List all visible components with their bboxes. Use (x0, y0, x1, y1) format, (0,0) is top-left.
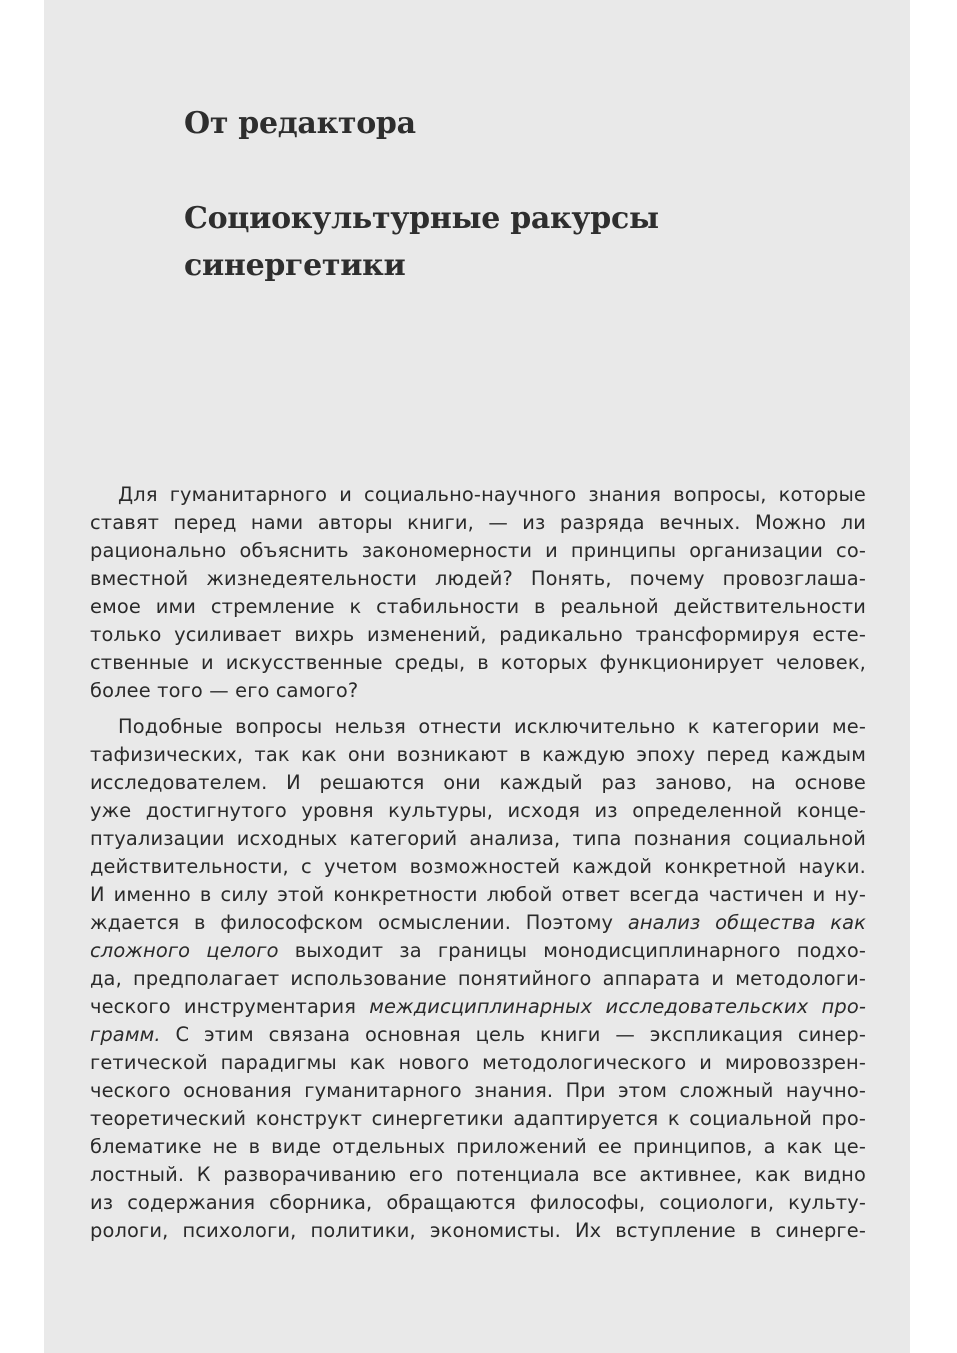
article-title-line-2: синергетики (184, 248, 406, 283)
emphasis-text: грамм. (90, 1023, 161, 1046)
section-heading: От редактора (184, 106, 416, 141)
text-run: ждается в философском осмыслении. Поэтому (90, 911, 628, 934)
text-line: только усиливает вихрь изменений, радикально трансформируя есте- (90, 623, 866, 646)
text-line: ческого основания гуманитарного знания. При этом сложный научно- (90, 1079, 866, 1102)
text-run: ческого инструментария (90, 995, 370, 1018)
article-title-line-1: Социокультурные ракурсы (184, 201, 659, 236)
text-line (90, 993, 866, 1021)
text-line: теоретический конструкт синергетики адаптируется к социальной про- (90, 1107, 866, 1130)
text-line: исследователем. И решаются они каждый раз заново, на основе (90, 771, 866, 794)
text-line: емое ими стремление к стабильности в реальной действительности (90, 595, 866, 618)
text-line: Подобные вопросы нельзя отнести исключительно к категории ме- (118, 715, 866, 738)
text-run: выходит за границы монодисциплинарного подхо- (278, 939, 866, 962)
text-line: Для гуманитарного и социально-научного знания вопросы, которые (118, 483, 866, 506)
text-line: тафизических, так как они возникают в каждую эпоху перед каждым (90, 743, 866, 766)
text-line: да, предполагает использование понятийного аппарата и методологи- (90, 967, 866, 990)
text-line: лостный. К разворачиванию его потенциала все активнее, как видно (90, 1163, 866, 1186)
text-line: рологи, психологи, политики, экономисты. Их вступление в синерге- (90, 1219, 866, 1242)
emphasis-text: анализ общества как (627, 911, 867, 934)
text-line: действительности, с учетом возможностей каждой конкретной науки. (90, 855, 866, 878)
text-line: блематике не в виде отдельных приложений ее принципов, а как це- (90, 1135, 866, 1158)
emphasis-text: междисциплинарных исследовательских про- (369, 995, 866, 1018)
text-run: С этим связана основная цель книги — экспликация синер- (160, 1023, 866, 1046)
paragraph-2 (90, 713, 866, 1245)
text-line: гетической парадигмы как нового методологического и мировоззрен- (90, 1051, 866, 1074)
text-line: более того — его самого? (90, 679, 359, 702)
article-body (90, 481, 866, 1245)
text-line: И именно в силу этой конкретности любой ответ всегда частичен и ну- (90, 883, 866, 906)
text-line: ственные и искусственные среды, в которых функционирует человек, (90, 651, 866, 674)
text-line (90, 937, 866, 965)
paragraph-1 (90, 481, 866, 705)
text-line: вместной жизнедеятельности людей? Понять, почему провозглаша- (90, 567, 866, 590)
text-line (90, 909, 866, 937)
document-page (44, 0, 910, 1353)
text-line: ставят перед нами авторы книги, — из разряда вечных. Можно ли (90, 511, 866, 534)
text-line: из содержания сборника, обращаются философы, социологи, культу- (90, 1191, 866, 1214)
text-line: птуализации исходных категорий анализа, типа познания социальной (90, 827, 866, 850)
text-line (90, 1021, 866, 1049)
emphasis-text: сложного целого (90, 939, 279, 962)
text-line: уже достигнутого уровня культуры, исходя из определенной конце- (90, 799, 866, 822)
text-line: рационально объяснить закономерности и принципы организации со- (90, 539, 866, 562)
